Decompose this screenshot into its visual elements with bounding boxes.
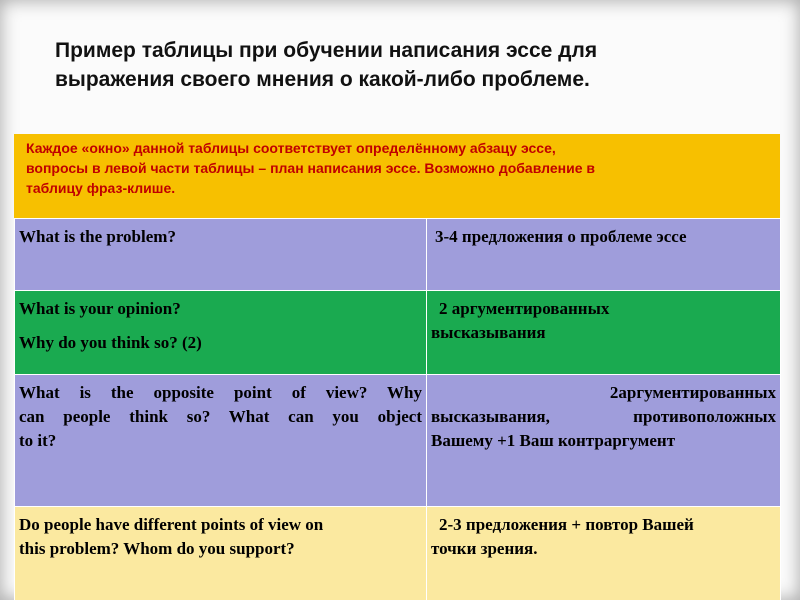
intro-line: Каждое «окно» данной таблицы соответствует определённому абзацу эссе, bbox=[26, 140, 556, 156]
question-text: What is the opposite point of view? Why bbox=[19, 383, 422, 402]
table-row bbox=[15, 291, 781, 375]
question-cell bbox=[15, 507, 427, 601]
answer-text: 2аргументированных bbox=[609, 383, 776, 402]
answer-cell bbox=[427, 507, 781, 601]
answer-cell bbox=[427, 375, 781, 507]
intro-line: таблицу фраз-клише. bbox=[26, 180, 176, 196]
answer-text: точки зрения. bbox=[431, 539, 538, 558]
answer-text: высказывания, противоположных bbox=[431, 407, 776, 426]
answer-cell bbox=[427, 291, 781, 375]
intro-line: вопросы в левой части таблицы – план написания эссе. Возможно добавление в bbox=[26, 160, 595, 176]
table-row bbox=[15, 375, 781, 507]
question-text: Why do you think so? (2) bbox=[19, 333, 202, 352]
title-line: выражения своего мнения о какой-либо проблеме. bbox=[55, 68, 590, 91]
answer-text: 2-3 предложения + повтор Вашей bbox=[439, 515, 694, 534]
answer-text: высказывания bbox=[431, 323, 546, 342]
answer-cell bbox=[427, 219, 781, 291]
answer-text: 2 аргументированных bbox=[439, 299, 610, 318]
table-row bbox=[15, 507, 781, 601]
answer-text: Вашему +1 Ваш контраргумент bbox=[431, 431, 676, 450]
question-text: this problem? Whom do you support? bbox=[19, 539, 295, 558]
intro-note bbox=[14, 134, 780, 218]
question-cell bbox=[15, 219, 427, 291]
question-text: to it? bbox=[19, 431, 57, 450]
question-text: What is the problem? bbox=[19, 227, 176, 246]
question-cell bbox=[15, 375, 427, 507]
title-line: Пример таблицы при обучении написания эссе для bbox=[55, 39, 598, 62]
answer-text: 3-4 предложения о проблеме эссе bbox=[435, 227, 687, 246]
question-text: What is your opinion? bbox=[19, 299, 181, 318]
table-row bbox=[15, 219, 781, 291]
essay-plan-table bbox=[14, 218, 781, 601]
question-cell bbox=[15, 291, 427, 375]
question-text: Do people have different points of view on bbox=[19, 515, 324, 534]
slide-title bbox=[55, 36, 755, 94]
question-text: can people think so? What can you object bbox=[19, 407, 422, 426]
